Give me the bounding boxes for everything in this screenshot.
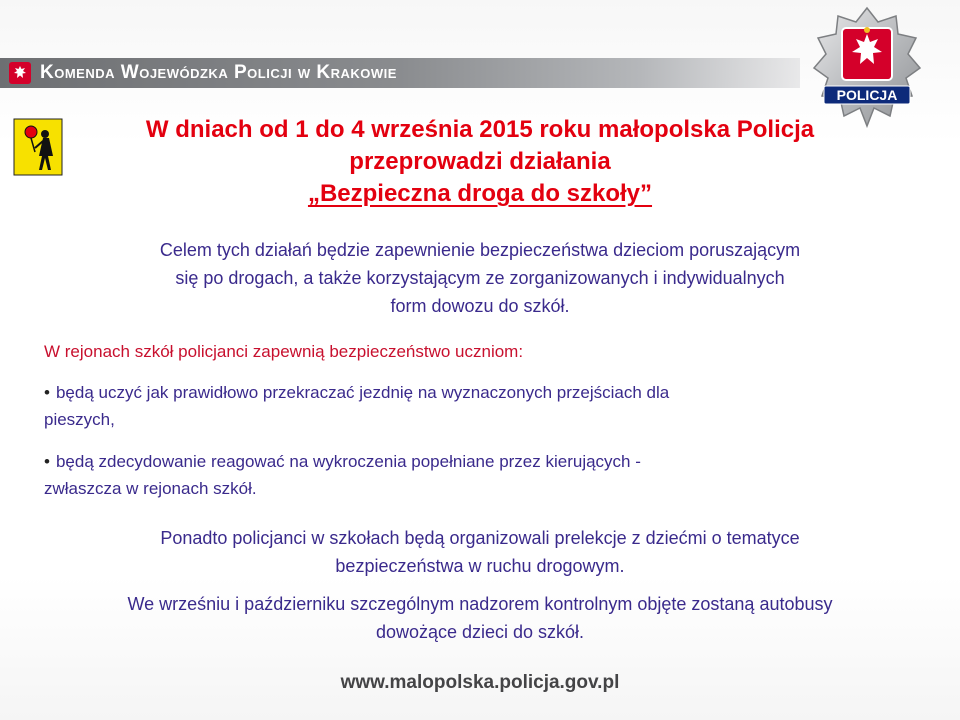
- buses-line-2: dowożące dzieci do szkół.: [375, 622, 585, 642]
- polish-eagle-icon: [8, 61, 32, 85]
- bullet-2-line-1: będą zdecydowanie reagować na wykroczenia popełniane przez kierujących -: [55, 452, 641, 471]
- bullet-2-line-2: zwłaszcza w rejonach szkół.: [44, 479, 257, 498]
- intro-line-3: form dowozu do szkół.: [390, 296, 570, 316]
- header-title: Komenda Wojewódzka Policji w Krakowie: [40, 62, 397, 83]
- intro-line-2: się po drogach, a także korzystającym ze zorganizowanych i indywidualnych: [175, 268, 785, 288]
- buses-line-1: We wrześniu i październiku szczególnym nadzorem kontrolnym objęte zostaną autobusy: [127, 594, 833, 614]
- headline-line-2: przeprowadzi działania: [349, 148, 611, 175]
- lectures-line-2: bezpieczeństwa w ruchu drogowym.: [335, 556, 625, 576]
- footer-url[interactable]: www.malopolska.policja.gov.pl: [340, 672, 620, 693]
- lectures-paragraph: [20, 524, 940, 580]
- bullet-1-line-1: będą uczyć jak prawidłowo przekraczać jezdnię na wyznaczonych przejściach dla: [55, 383, 670, 402]
- lectures-line-1: Ponadto policjanci w szkołach będą organizowali prelekcje z dziećmi o tematyce: [160, 528, 800, 548]
- children-crossing-sign-icon: [13, 118, 63, 176]
- badge-label: POLICJA: [836, 87, 898, 103]
- bullet-dot-icon: •: [44, 452, 50, 471]
- intro-line-1: Celem tych działań będzie zapewnienie bezpieczeństwa dzieciom poruszającym: [159, 240, 801, 260]
- bullet-item: [44, 379, 924, 433]
- intro-paragraph: [80, 236, 880, 320]
- buses-paragraph: [20, 590, 940, 646]
- headline-line-3: „Bezpieczna droga do szkoły”: [307, 180, 653, 207]
- bullet-item: [44, 448, 924, 502]
- bullet-1-line-2: pieszych,: [44, 410, 115, 429]
- headline-line-1: W dniach od 1 do 4 września 2015 roku małopolska Policja: [145, 116, 815, 143]
- rejon-heading: W rejonach szkół policjanci zapewnią bezpieczeństwo uczniom:: [44, 342, 524, 361]
- bullet-dot-icon: •: [44, 383, 50, 402]
